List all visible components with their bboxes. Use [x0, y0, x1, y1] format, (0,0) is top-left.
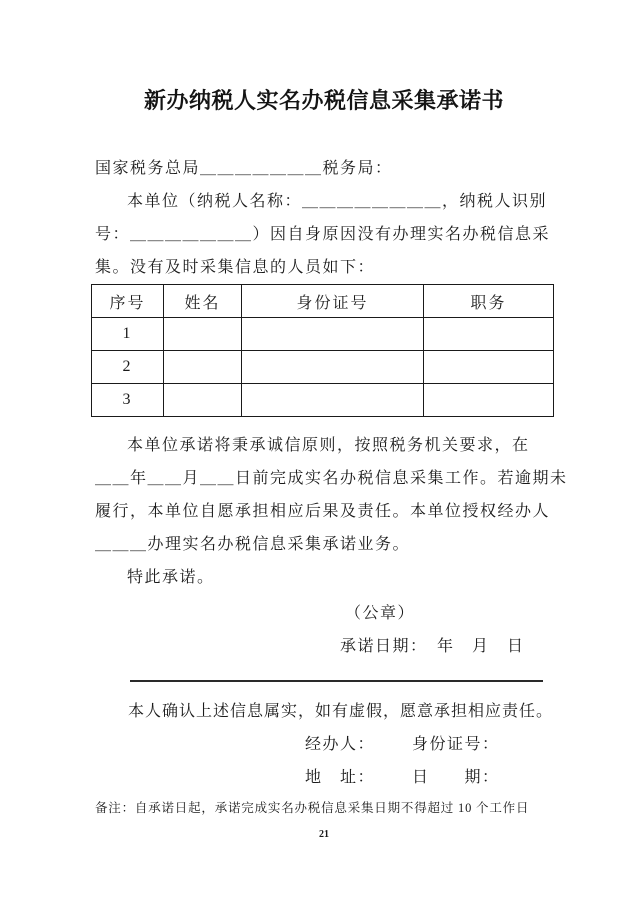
table-header-id-number: 身份证号: [242, 285, 424, 318]
confirmation-line: 本人确认上述信息属实，如有虚假，愿意承担相应责任。: [128, 703, 554, 720]
id-label: 身份证号：: [412, 736, 500, 753]
table-header-name: 姓名: [164, 285, 242, 318]
table-row: [92, 384, 554, 417]
cell-position: [424, 318, 554, 351]
paragraph-commitment-line: ＿＿年＿＿月＿＿日前完成实名办税信息采集工作。若逾期未: [95, 470, 568, 487]
table-row: [92, 351, 554, 384]
cell-name: [164, 384, 242, 417]
cell-name: [164, 318, 242, 351]
note-line: 备注：自承诺日起，承诺完成实名办税信息采集日期不得超过 10 个工作日: [95, 801, 530, 815]
table-header-position: 职务: [424, 285, 554, 318]
paragraph-commitment-line: 履行，本单位自愿承担相应后果及责任。本单位授权经办人: [95, 503, 551, 520]
cell-id-number: [242, 318, 424, 351]
cell-name: [164, 351, 242, 384]
cell-id-number: [242, 351, 424, 384]
salutation-line: 国家税务总局＿＿＿＿＿＿＿税务局：: [95, 160, 393, 177]
table-row: [92, 318, 554, 351]
paragraph-intro-line: 本单位（纳税人名称：＿＿＿＿＿＿＿＿，纳税人识别: [127, 193, 548, 210]
commit-date-line: 承诺日期： 年 月 日: [340, 638, 525, 655]
cell-position: [424, 351, 554, 384]
cell-index: 3: [92, 384, 164, 417]
cell-id-number: [242, 384, 424, 417]
table-header-index: 序号: [92, 285, 164, 318]
paragraph-intro: [95, 185, 553, 284]
closing-line: 特此承诺。: [127, 569, 215, 586]
table-header-row: [92, 285, 554, 318]
page-number: 21: [319, 829, 329, 840]
address-label: 地 址：: [305, 769, 376, 786]
cell-position: [424, 384, 554, 417]
personnel-table: [91, 284, 554, 417]
separator-line: [130, 680, 543, 682]
agent-label: 经办人：: [305, 736, 376, 753]
seal-placeholder: （公章）: [345, 605, 416, 622]
date-label: 日 期：: [412, 769, 500, 786]
paragraph-commitment: [95, 429, 568, 561]
paragraph-intro-line: 号：＿＿＿＿＿＿＿）因自身原因没有办理实名办税信息采: [95, 226, 551, 243]
paragraph-commitment-line: 本单位承诺将秉承诚信原则，按照税务机关要求，在: [127, 437, 530, 454]
page-title: 新办纳税人实名办税信息采集承诺书: [143, 88, 504, 113]
paragraph-commitment-line: ＿＿＿办理实名办税信息采集承诺业务。: [95, 536, 411, 553]
paragraph-intro-line: 集。没有及时采集信息的人员如下：: [95, 259, 376, 276]
cell-index: 2: [92, 351, 164, 384]
signature-row-agent: [95, 728, 553, 761]
cell-index: 1: [92, 318, 164, 351]
signature-row-address: [95, 761, 553, 794]
